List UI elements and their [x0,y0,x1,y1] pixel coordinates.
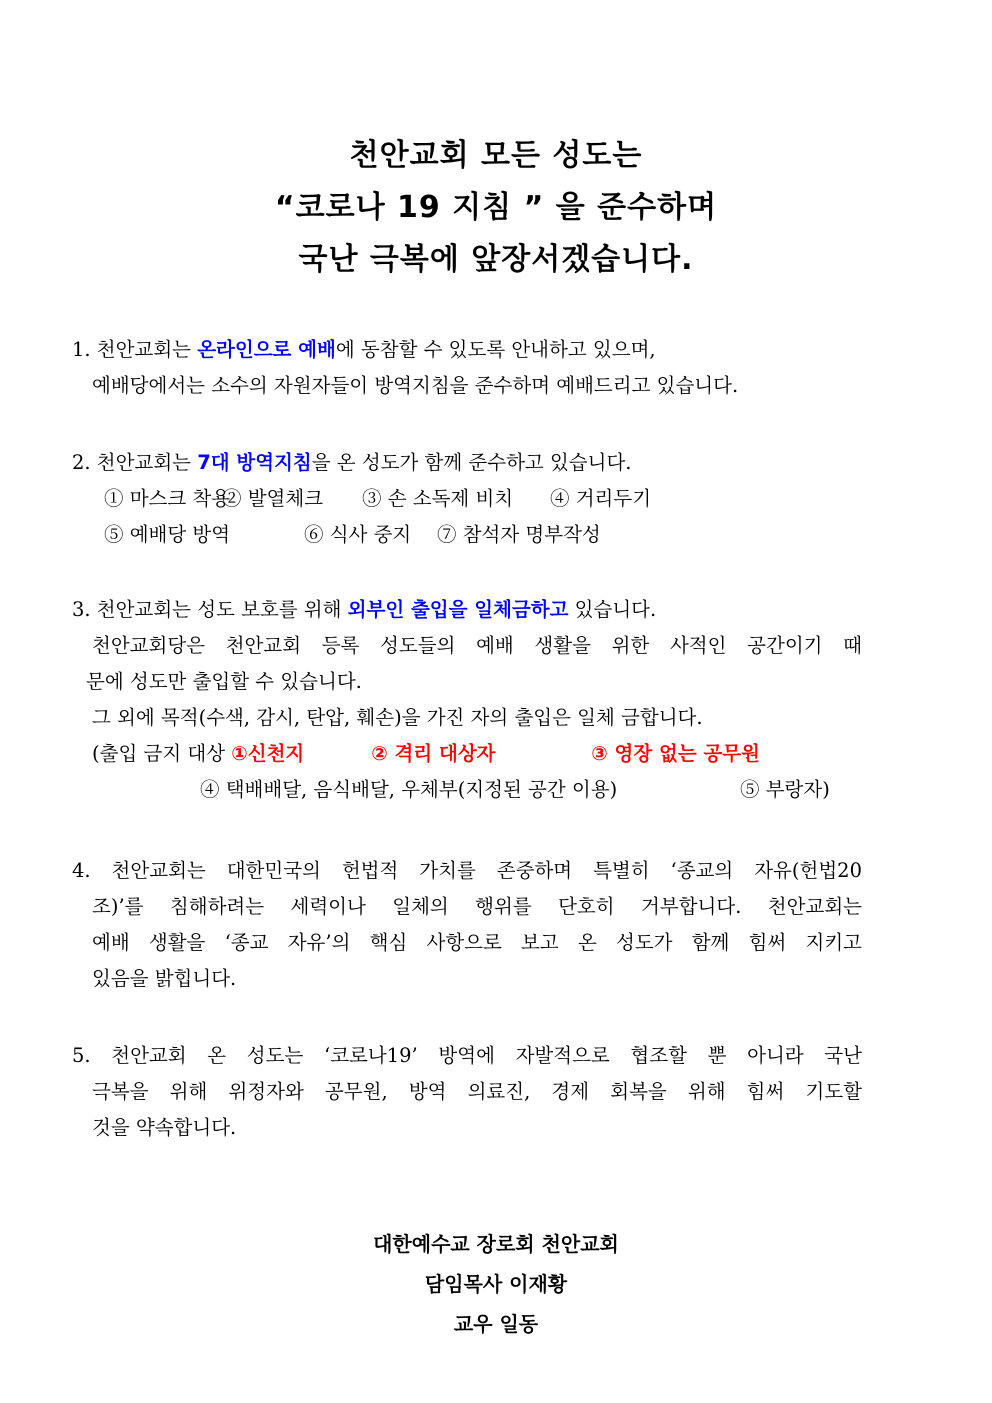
banned-item-red: ③ 영장 없는 공무원 [591,742,760,765]
signature-block [0,1224,992,1344]
section-3-line-2: 천안교회당은 천안교회 등록 성도들의 예배 생활을 위한 사적인 공간이기 때 [92,634,862,657]
guideline-item: ⑤ 예배당 방역 [104,523,231,546]
section-2-line-1 [72,445,862,481]
section-1 [72,332,862,404]
section-2 [72,445,862,553]
banned-item-red: ①신천지 [231,742,305,765]
banned-list-row-1 [72,736,862,772]
section-2-number: 2. [72,451,91,474]
section-4 [72,853,862,997]
section-4-line-3: 예배 생활을 ‘종교 자유’의 핵심 사항으로 보고 온 성도가 함께 힘써 지키고 [92,931,862,954]
guideline-item: ② 발열체크 [222,487,324,510]
section-3-line-1 [72,592,862,628]
pastor-name: 담임목사 이재황 [424,1272,568,1296]
section-5 [72,1038,862,1146]
guideline-item: ③ 손 소독제 비치 [362,487,514,510]
section-3-line-4: 그 외에 목적(수색, 감시, 탄압, 훼손)을 가진 자의 출입은 일체 금합니다. [92,706,703,729]
title-line-1: 천안교회 모든 성도는 [349,138,643,173]
section-1-line-2: 예배당에서는 소수의 자원자들이 방역지침을 준수하며 예배드리고 있습니다. [92,374,739,397]
banned-item: ④ 택배배달, 음식배달, 우체부(지정된 공간 이용) [200,778,618,801]
section-4-line-2: 조)’를 침해하려는 세력이나 일체의 행위를 단호히 거부합니다. 천안교회는 [92,895,862,918]
document-title [0,130,992,286]
guideline-item: ① 마스크 착용 [104,487,231,510]
church-name: 대한예수교 장로회 천안교회 [373,1232,619,1256]
section-4-line-4: 있음을 밝힙니다. [92,967,237,990]
section-3-post: 있습니다. [568,598,657,621]
section-3-highlight: 외부인 출입을 일체금하고 [347,598,569,621]
guideline-row-1 [72,481,862,517]
section-1-highlight: 온라인으로 예배 [197,338,336,361]
section-2-pre: 천안교회는 [90,451,198,474]
banned-item: ⑤ 부랑자) [740,778,830,801]
section-2-post: 을 온 성도가 함께 준수하고 있습니다. [311,451,632,474]
section-4-line-1: 4. 천안교회는 대한민국의 헌법적 가치를 존중하며 특별히 ‘종교의 자유(헌법20 [72,859,862,882]
section-1-pre: 천안교회는 [90,338,198,361]
section-1-line-1 [72,332,862,368]
title-line-2: “코로나 19 지침 ” 을 준수하며 [274,190,718,225]
guideline-row-2 [72,517,862,553]
guideline-item: ④ 거리두기 [550,487,652,510]
section-5-line-1: 5. 천안교회 온 성도는 ‘코로나19’ 방역에 자발적으로 협조할 뿐 아니라 국난 [72,1044,862,1067]
banned-item-red: ② 격리 대상자 [371,742,496,765]
section-3 [72,592,862,808]
section-1-post: 에 동참할 수 있도록 안내하고 있으며, [335,338,656,361]
banned-list-row-2 [72,772,862,808]
section-3-pre: 천안교회는 성도 보호를 위해 [90,598,348,621]
guideline-item: ⑥ 식사 중지 [304,523,412,546]
section-3-line-3: 문에 성도만 출입할 수 있습니다. [86,670,362,693]
section-1-number: 1. [72,338,91,361]
guideline-item: ⑦ 참석자 명부작성 [437,523,601,546]
section-2-highlight: 7대 방역지침 [197,451,312,474]
section-3-number: 3. [72,598,91,621]
title-line-3: 국난 극복에 앞장서겠습니다. [298,242,694,277]
congregation-label: 교우 일동 [453,1312,539,1336]
banned-list-prefix: (출입 금지 대상 [92,742,232,765]
section-5-line-2: 극복을 위해 위정자와 공무원, 방역 의료진, 경제 회복을 위해 힘써 기도할 [92,1080,862,1103]
section-5-line-3: 것을 약속합니다. [92,1116,237,1139]
